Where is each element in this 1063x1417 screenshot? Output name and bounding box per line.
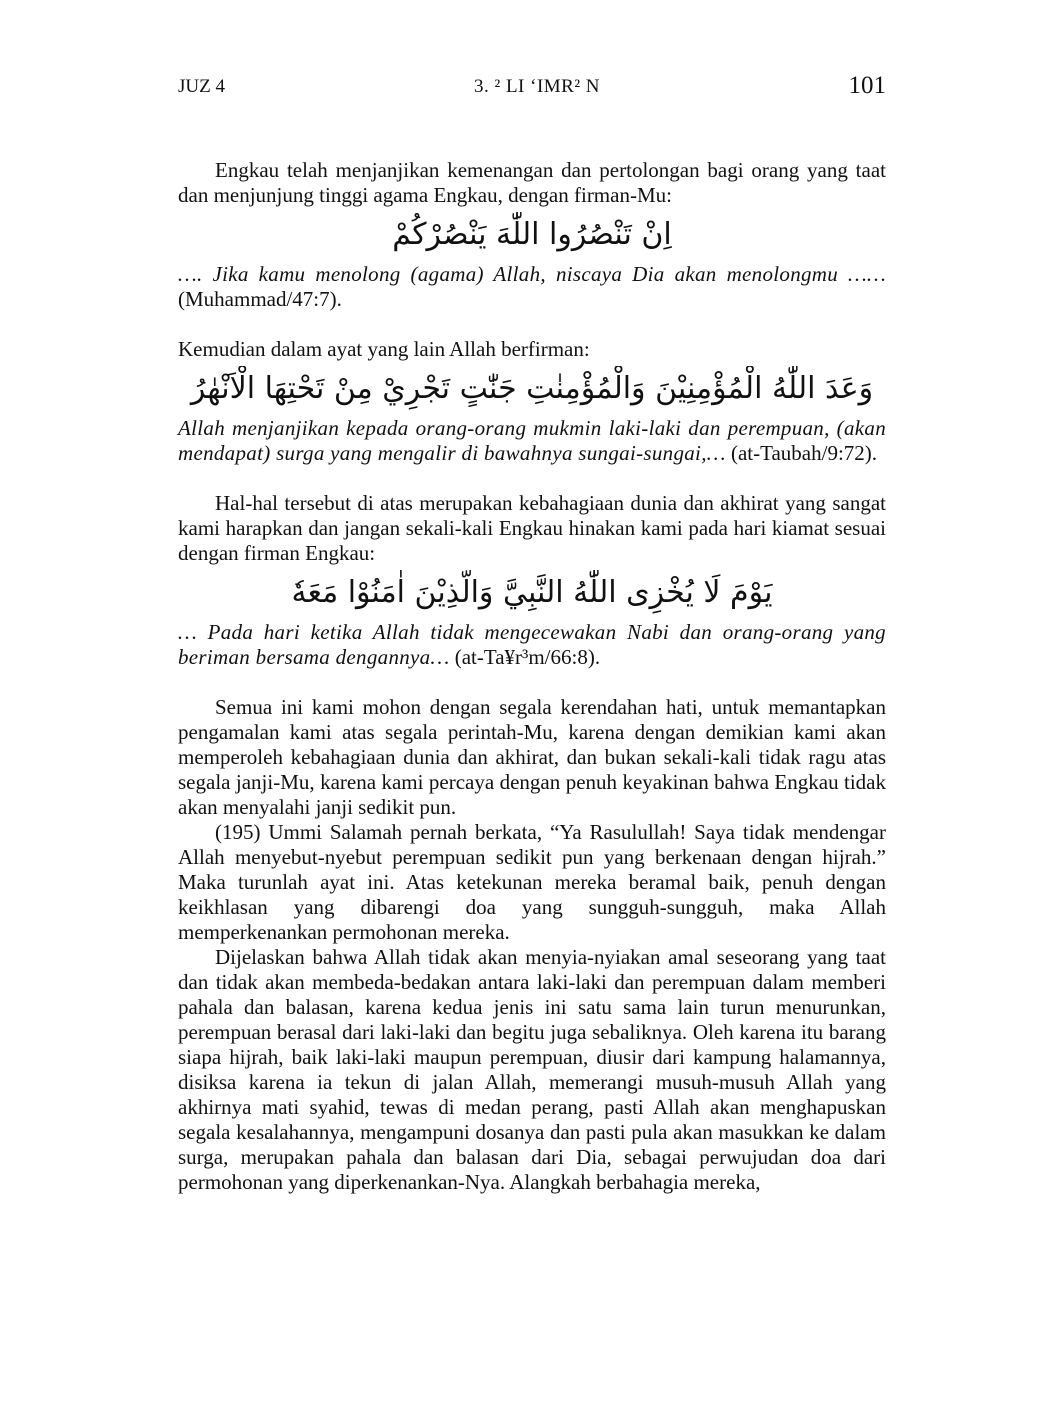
paragraph-5: (195) Ummi Salamah pernah berkata, “Ya Rasulullah! Saya tidak mendengar Allah menyebut-nyebut perempuan sedikit pun yang berkenaan dengan hijrah.” Maka turunlah ayat ini. Atas ketekunan mereka beramal baik, penuh dengan keikhlasan yang dibarengi doa yang sungguh-sungguh, maka Allah memperkenankan permohonan mereka. (178, 820, 886, 944)
translation-1-text: …. Jika kamu menolong (agama) Allah, niscaya Dia akan menolongmu …… (178, 262, 886, 286)
paragraph-1: Engkau telah menjanjikan kemenangan dan pertolongan bagi orang yang taat dan menjunjung tinggi agama Engkau, dengan firman-Mu: (178, 158, 886, 207)
arabic-verse-2: وَعَدَ اللّٰهُ الْمُؤْمِنِيْنَ وَالْمُؤْمِنٰتِ جَنّٰتٍ تَجْرِيْ مِنْ تَحْتِهَا الْاَنْهٰرُ (190, 371, 874, 406)
translation-2 (178, 416, 886, 466)
paragraph-4: Semua ini kami mohon dengan segala kerendahan hati, untuk memantapkan pengamalan kami atas segala perintah-Mu, karena dengan demikian kami akan memperoleh kebahagiaan dunia dan akhirat, dan bukan sekali-kali tidak ragu atas segala janji-Mu, karena kami percaya dengan penuh keyakinan bahwa Engkau tidak akan menyalahi janji sedikit pun. (178, 695, 886, 819)
reference-3: (at-Ta¥r³m/66:8). (454, 645, 601, 669)
page-number: 101 (848, 72, 886, 99)
paragraph-2: Kemudian dalam ayat yang lain Allah berfirman: (178, 337, 590, 361)
translation-3-text: … Pada hari ketika Allah tidak mengecewakan Nabi dan orang-orang yang beriman bersama dengannya… (178, 620, 886, 669)
translation-2-text: Allah menjanjikan kepada orang-orang mukmin laki-laki dan perempuan, (akan mendapat) surga yang mengalir di bawahnya sungai-sungai,… (178, 416, 886, 465)
reference-2: (at-Taubah/9:72). (730, 441, 878, 465)
reference-1: (Muhammad/47:7). (178, 287, 342, 311)
translation-1 (178, 262, 886, 312)
page-body (178, 158, 886, 1195)
spacer (178, 466, 886, 491)
spacer (178, 670, 886, 695)
paragraph-6: Dijelaskan bahwa Allah tidak akan menyia-nyiakan amal seseorang yang taat dan tidak akan membeda-bedakan antara laki-laki dan perempuan dalam memberi pahala dan balasan, karena kedua jenis ini satu sama lain turun menurunkan, perempuan berasal dari laki-laki dan begitu juga sebaliknya. Oleh karena itu barang siapa hijrah, baik laki-laki maupun perempuan, diusir dari kampung halamannya, disiksa karena ia tekun di jalan Allah, memerangi musuh-musuh Allah yang akhirnya mati syahid, tewas di medan perang, pasti Allah akan menghapuskan segala kesalahannya, mengampuni dosanya dan pasti pula akan masukkan ke dalam surga, merupakan pahala dan balasan dari Dia, sebagai perwujudan doa dari permohonan yang diperkenankan-Nya. Alangkah berbahagia mereka, (178, 945, 886, 1194)
translation-3 (178, 620, 886, 670)
paragraph-3: Hal-hal tersebut di atas merupakan kebahagiaan dunia dan akhirat yang sangat kami harapkan dan jangan sekali-kali Engkau hinakan kami pada hari kiamat sesuai dengan firman Engkau: (178, 491, 886, 565)
running-header (178, 72, 886, 106)
arabic-verse-1: اِنْ تَنْصُرُوا اللّٰهَ يَنْصُرْكُمْ (392, 217, 672, 252)
spacer (178, 312, 886, 337)
surah-title: 3. ² LI ‘IMR² N (474, 76, 601, 97)
juz-label: JUZ 4 (178, 76, 225, 97)
arabic-verse-3: يَوْمَ لَا يُخْزِى اللّٰهُ النَّبِيَّ وَالَّذِيْنَ اٰمَنُوْا مَعَهٗ (291, 575, 773, 610)
